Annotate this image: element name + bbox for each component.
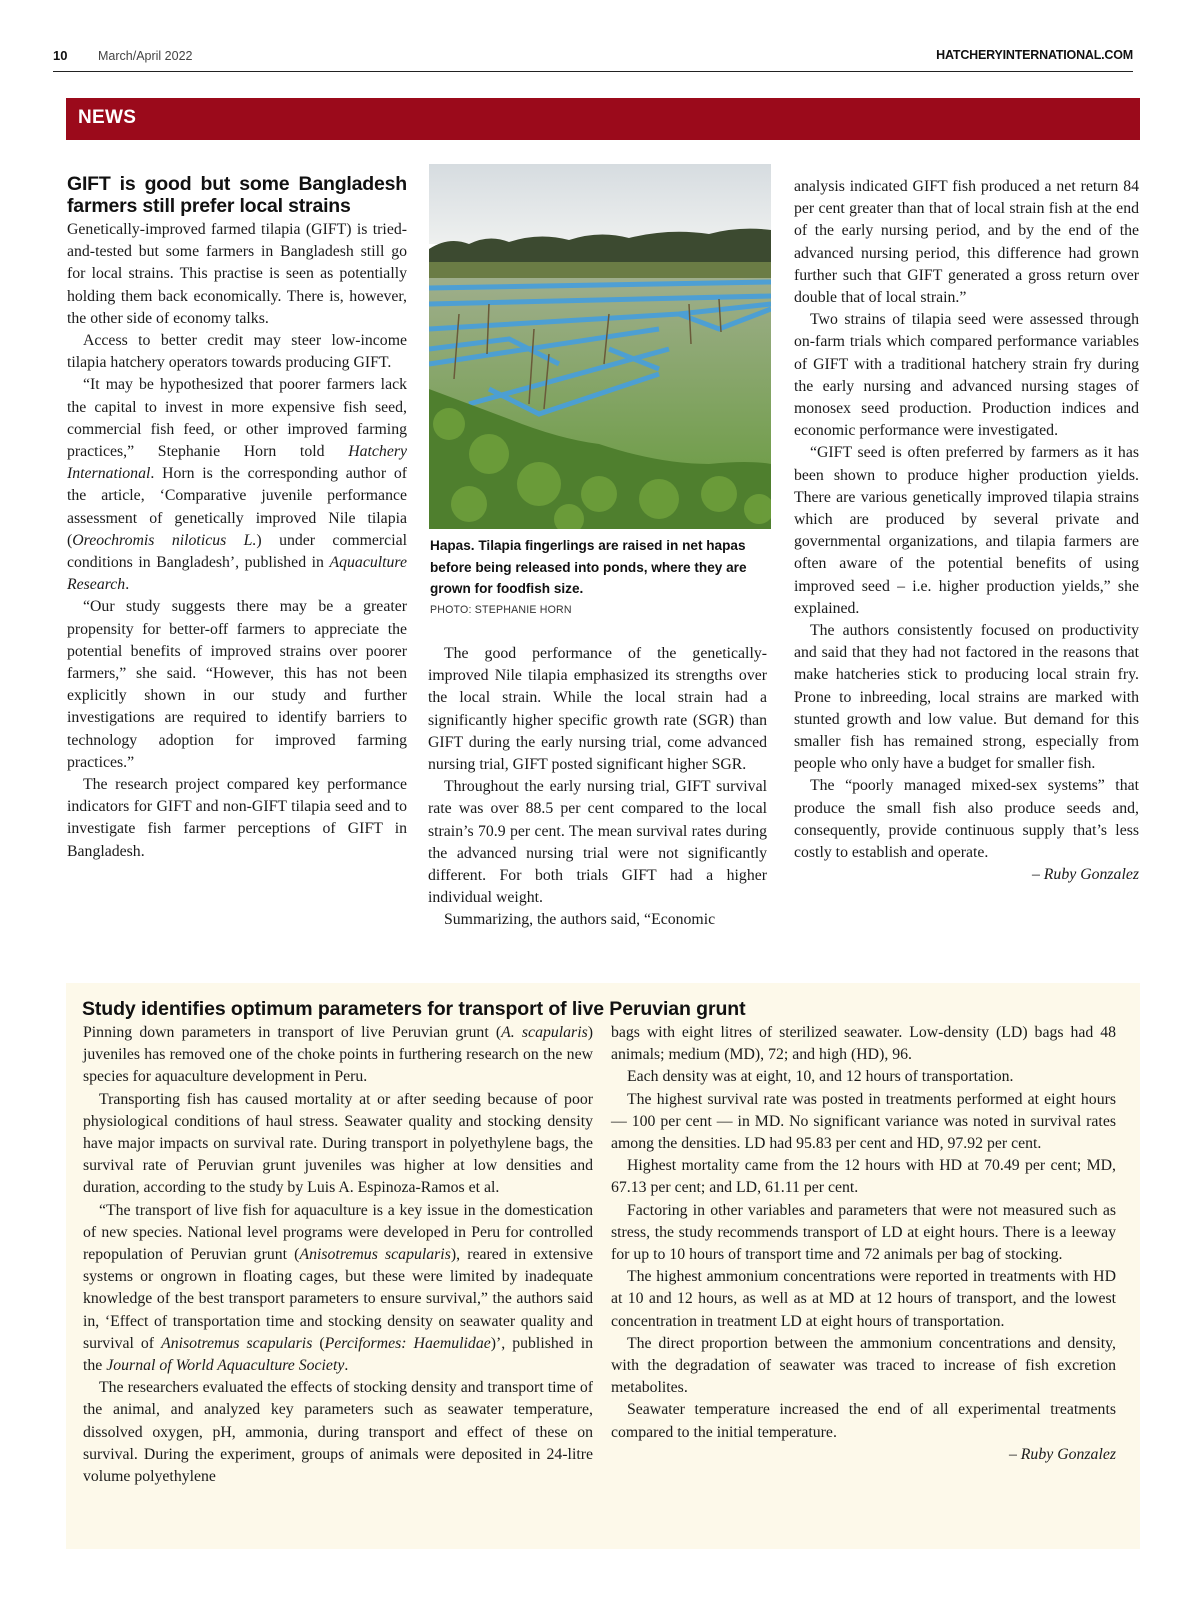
paragraph: The research project compared key performance indicators for GIFT and non-GIFT tilapia seed and to investigate fish farmer perceptions of GIFT in Bangladesh.: [67, 776, 407, 860]
paragraph: “It may be hypothesized that poorer farmers lack the capital to invest in more expensive fish seed, commercial fish feed, or other improved farming practices,” Stephanie Horn told Hatchery International. Horn is the corresponding author of the article, ‘Comparative juvenile performance assessment of genetically improved Nile tilapia (Oreochromis niloticus L.) under commercial conditions in Bangladesh’, published in Aquaculture Research.: [67, 376, 407, 594]
paragraph: bags with eight litres of sterilized seawater. Low-density (LD) bags had 48 animals; medium (MD), 72; and high (HD), 96.: [611, 1024, 1116, 1064]
paragraph: The researchers evaluated the effects of stocking density and transport time of the animal, and analyzed key parameters such as seawater temperature, dissolved oxygen, pH, ammonia, during transport and effect of these on survival. During the experiment, groups of animals were deposited in 24-litre volume polyethylene: [83, 1379, 593, 1486]
running-head: [53, 46, 1133, 72]
photo-credit: PHOTO: STEPHANIE HORN: [430, 604, 572, 616]
paragraph: Highest mortality came from the 12 hours with HD at 70.49 per cent; MD, 67.13 per cent; and LD, 61.11 per cent.: [611, 1157, 1116, 1197]
photo-caption: Hapas. Tilapia fingerlings are raised in net hapas before being released into ponds, where they are grown for foodfish size.: [430, 538, 747, 596]
paragraph: Each density was at eight, 10, and 12 hours of transportation.: [627, 1068, 1014, 1086]
paragraph: The authors consistently focused on productivity and said that they had not factored in the reasons that make hatcheries stick to producing local strain fry. Prone to inbreeding, local strains are marked with stunted growth and low value. But demand for this smaller fish has remained strong, especially from people who only have a budget for smaller fish.: [794, 622, 1139, 773]
hapas-photo: [429, 164, 771, 529]
paragraph: Seawater temperature increased the end of all experimental treatments compared to the initial temperature.: [611, 1401, 1116, 1441]
paragraph: Two strains of tilapia seed were assessed through on-farm trials which compared performance variables of GIFT with a traditional hatchery strain fry during the early nursing and advanced nursing stages of monosex seed production. Production indices and economic performance were investigated.: [794, 311, 1139, 440]
paragraph: analysis indicated GIFT fish produced a net return 84 per cent greater than that of local strain fish at the end of the early nursing period, and by the end of the advanced nursing period, this difference had grown further such that GIFT generated a gross return over double that of local strain.”: [794, 178, 1139, 307]
article1-column-3: [794, 176, 1139, 887]
section-banner: [66, 98, 1140, 140]
paragraph: The “poorly managed mixed-sex systems” that produce the small fish also produce seeds and, consequently, provide continuous supply that’s less costly to establish and operate.: [794, 777, 1139, 862]
byline: – Ruby Gonzalez: [1008, 1445, 1116, 1463]
paragraph: The highest ammonium concentrations were reported in treatments with HD at 10 and 12 hours, as well as at MD at 12 hours of transport, and the lowest concentration in treatment LD at eight hours of transportation.: [611, 1268, 1116, 1330]
article1-column-2: [428, 643, 767, 932]
paragraph: Throughout the early nursing trial, GIFT survival rate was over 88.5 per cent compared to the local strain’s 70.9 per cent. The mean survival rates during the advanced nursing trial were not significantly different. For both trials GIFT had a higher individual weight.: [428, 778, 767, 907]
paragraph: Genetically-improved farmed tilapia (GIFT) is tried-and-tested but some farmers in Bangladesh still go for local strains. This practise is seen as potentially holding them back economically. There is, however, the other side of economy talks.: [67, 221, 407, 327]
paragraph: “Our study suggests there may be a greater propensity for better-off farmers to appreciate the potential benefits of improved strains over poorer farmers,” she said. “However, this has not been explicitly shown in our study and further investigations are required to identify barriers to technology adoption for improved farming practices.”: [67, 598, 407, 771]
site-url: HATCHERYINTERNATIONAL.COM: [936, 48, 1133, 62]
issue-date: March/April 2022: [98, 49, 193, 63]
paragraph: “The transport of live fish for aquaculture is a key issue in the domestication of new species. National level programs were developed in Peru for controlled repopulation of Peruvian grunt (Anisotremus scapularis), reared in extensive systems or ongrown in floating cages, but these were limited by inadequate knowledge of the best transport parameters to ensure survival,” the authors said in, ‘Effect of transportation time and stocking density on seawater quality and survival of Anisotremus scapularis (Perciformes: Haemulidae)’, published in the Journal of World Aquaculture Society.: [83, 1201, 593, 1375]
section-label: NEWS: [78, 107, 137, 128]
article2-column-2: [611, 1022, 1116, 1466]
paragraph: Summarizing, the authors said, “Economic: [444, 911, 716, 929]
byline: – Ruby Gonzalez: [1031, 866, 1139, 884]
page-number: 10: [53, 48, 68, 63]
paragraph: The direct proportion between the ammonium concentrations and density, with the degradation of seawater was traced to increase of fish excretion metabolites.: [611, 1334, 1116, 1397]
article1-headline: GIFT is good but some Bangladesh farmers still prefer local strains: [67, 173, 407, 217]
paragraph: Transporting fish has caused mortality at or after seeding because of poor physiological conditions of haul stress. Seawater quality and stocking density have major impacts on survival rate. During transport in polyethylene bags, the survival rate of Peruvian grunt juveniles was higher at low densities and duration, according to the study by Luis A. Espinoza-Ramos et al.: [83, 1090, 593, 1197]
article1-column-1: [67, 173, 407, 863]
article2-headline: Study identifies optimum parameters for transport of live Peruvian grunt: [82, 998, 746, 1020]
paragraph: Access to better credit may steer low-income tilapia hatchery operators towards producing GIFT.: [67, 332, 407, 372]
article2-column-1: [83, 1022, 593, 1488]
paragraph: Pinning down parameters in transport of live Peruvian grunt (A. scapularis) juveniles has removed one of the choke points in furthering research on the new species for aquaculture development in Peru.: [83, 1024, 594, 1086]
paragraph: “GIFT seed is often preferred by farmers as it has been shown to produce higher production yields. There are various genetically improved tilapia strains which are produced by several private and governmental organizations, and tilapia farmers are often aware of the potential benefits of using improved seed – i.e. higher production yields,” she explained.: [794, 444, 1139, 617]
pond-image-icon: [429, 164, 771, 529]
paragraph: Factoring in other variables and parameters that were not measured such as stress, the study recommends transport of LD at eight hours. There is a leeway for up to 10 hours of transport time and 72 animals per bag of stocking.: [611, 1201, 1116, 1264]
paragraph: The highest survival rate was posted in treatments performed at eight hours — 100 per cent — in MD. No significant variance was noted in survival rates among the densities. LD had 95.83 per cent and HD, 97.92 per cent.: [611, 1090, 1116, 1153]
paragraph: The good performance of the genetically-improved Nile tilapia emphasized its strengths over the local strain. While the local strain had a significantly higher specific growth rate (SGR) than GIFT during the early nursing trial, come advanced nursing trial, GIFT posted significant higher SGR.: [428, 645, 767, 774]
